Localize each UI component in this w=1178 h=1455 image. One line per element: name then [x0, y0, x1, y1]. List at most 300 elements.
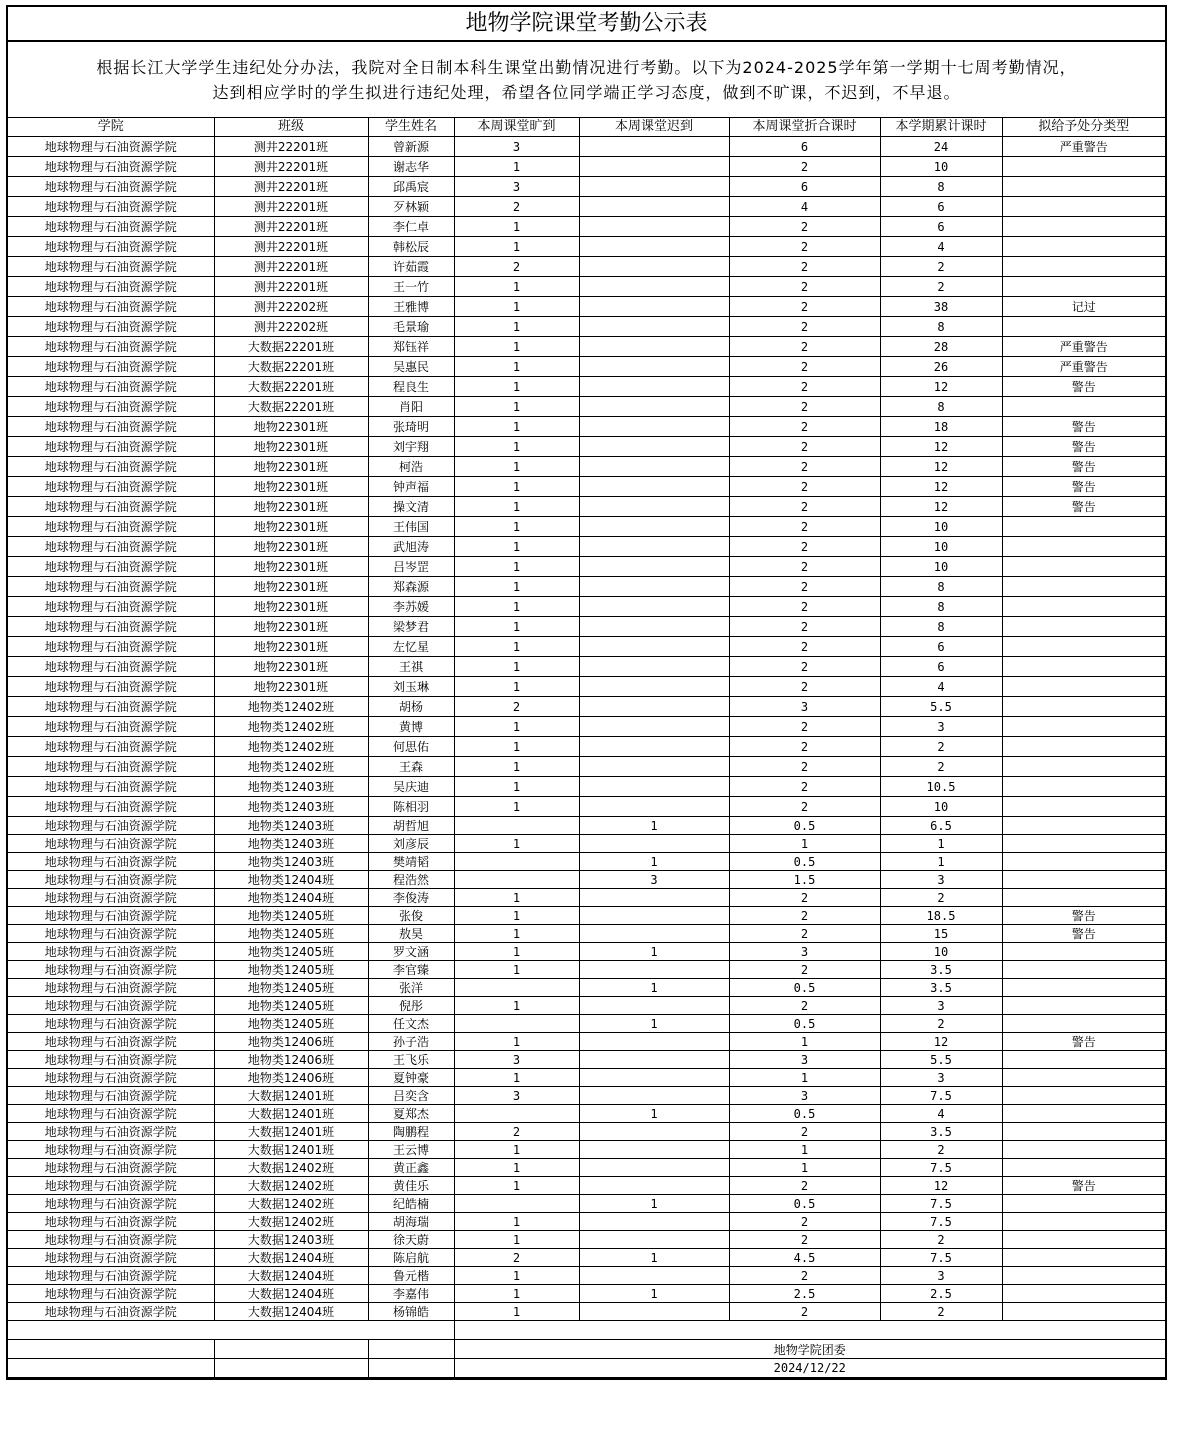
absent-cell: 1 [454, 677, 579, 697]
college-cell: 地球物理与石油资源学院 [8, 925, 214, 943]
table-row [8, 1303, 1165, 1321]
late-cell [579, 637, 729, 657]
class-cell: 地物22301班 [214, 437, 368, 457]
penalty-cell [1002, 677, 1165, 697]
student-name-cell: 李仁卓 [368, 217, 454, 237]
college-cell: 地球物理与石油资源学院 [8, 257, 214, 277]
semester-total-cell: 3 [880, 997, 1002, 1015]
equivalent-hours-cell: 0.5 [729, 853, 880, 871]
table-row [8, 835, 1165, 853]
student-name-cell: 何思佑 [368, 737, 454, 757]
semester-total-cell: 28 [880, 337, 1002, 357]
absent-cell: 1 [454, 797, 579, 817]
semester-total-cell: 2 [880, 257, 1002, 277]
late-cell [579, 1267, 729, 1285]
absent-cell: 1 [454, 457, 579, 477]
table-row [8, 907, 1165, 925]
student-name-cell: 毛景瑜 [368, 317, 454, 337]
absent-cell [454, 817, 579, 835]
college-cell: 地球物理与石油资源学院 [8, 677, 214, 697]
class-cell: 地物类12402班 [214, 737, 368, 757]
late-cell [579, 417, 729, 437]
absent-cell: 3 [454, 177, 579, 197]
class-cell: 大数据12401班 [214, 1141, 368, 1159]
college-cell: 地球物理与石油资源学院 [8, 597, 214, 617]
absent-cell: 1 [454, 337, 579, 357]
student-name-cell: 陈启航 [368, 1249, 454, 1267]
table-row [8, 943, 1165, 961]
equivalent-hours-cell: 2 [729, 677, 880, 697]
class-cell: 大数据22201班 [214, 377, 368, 397]
equivalent-hours-cell: 3 [729, 697, 880, 717]
equivalent-hours-cell: 2 [729, 577, 880, 597]
college-cell: 地球物理与石油资源学院 [8, 1285, 214, 1303]
late-cell [579, 477, 729, 497]
equivalent-hours-cell: 2 [729, 997, 880, 1015]
late-cell [579, 577, 729, 597]
late-cell: 1 [579, 853, 729, 871]
absent-cell: 2 [454, 1249, 579, 1267]
equivalent-hours-cell: 2 [729, 277, 880, 297]
college-cell: 地球物理与石油资源学院 [8, 1051, 214, 1069]
semester-total-cell: 8 [880, 177, 1002, 197]
absent-cell: 1 [454, 157, 579, 177]
class-cell: 地物22301班 [214, 517, 368, 537]
late-cell [579, 961, 729, 979]
equivalent-hours-cell: 2 [729, 717, 880, 737]
absent-cell [454, 979, 579, 997]
class-cell: 大数据12402班 [214, 1177, 368, 1195]
absent-cell: 1 [454, 537, 579, 557]
college-cell: 地球物理与石油资源学院 [8, 835, 214, 853]
student-name-cell: 左忆星 [368, 637, 454, 657]
student-name-cell: 王一竹 [368, 277, 454, 297]
late-cell [579, 835, 729, 853]
student-name-cell: 黄博 [368, 717, 454, 737]
semester-total-cell: 24 [880, 137, 1002, 157]
absent-cell: 2 [454, 697, 579, 717]
class-cell: 大数据12401班 [214, 1087, 368, 1105]
student-name-cell: 吴惠民 [368, 357, 454, 377]
penalty-cell [1002, 961, 1165, 979]
late-cell [579, 437, 729, 457]
footer-date-row [8, 1359, 1165, 1378]
equivalent-hours-cell: 2 [729, 557, 880, 577]
penalty-cell: 警告 [1002, 907, 1165, 925]
penalty-cell [1002, 1249, 1165, 1267]
college-cell: 地球物理与石油资源学院 [8, 177, 214, 197]
student-name-cell: 黄佳乐 [368, 1177, 454, 1195]
student-name-cell: 许茹霞 [368, 257, 454, 277]
penalty-cell [1002, 177, 1165, 197]
semester-total-cell: 6.5 [880, 817, 1002, 835]
table-row [8, 1231, 1165, 1249]
late-cell [579, 297, 729, 317]
penalty-cell [1002, 943, 1165, 961]
equivalent-hours-cell: 2 [729, 417, 880, 437]
semester-total-cell: 26 [880, 357, 1002, 377]
semester-total-cell: 5.5 [880, 697, 1002, 717]
semester-total-cell: 38 [880, 297, 1002, 317]
table-row [8, 677, 1165, 697]
equivalent-hours-cell: 0.5 [729, 1195, 880, 1213]
table-row [8, 317, 1165, 337]
absent-cell: 1 [454, 1177, 579, 1195]
absent-cell: 1 [454, 717, 579, 737]
absent-cell: 1 [454, 925, 579, 943]
semester-total-cell: 1 [880, 835, 1002, 853]
semester-total-cell: 7.5 [880, 1159, 1002, 1177]
student-name-cell: 操文清 [368, 497, 454, 517]
penalty-cell: 严重警告 [1002, 357, 1165, 377]
college-cell: 地球物理与石油资源学院 [8, 1141, 214, 1159]
equivalent-hours-cell: 0.5 [729, 979, 880, 997]
late-cell [579, 277, 729, 297]
equivalent-hours-cell: 2 [729, 1303, 880, 1321]
college-cell: 地球物理与石油资源学院 [8, 979, 214, 997]
equivalent-hours-cell: 0.5 [729, 817, 880, 835]
table-row [8, 1105, 1165, 1123]
student-name-cell: 夏钟豪 [368, 1069, 454, 1087]
late-cell [579, 337, 729, 357]
class-cell: 地物类12403班 [214, 817, 368, 835]
equivalent-hours-cell: 2 [729, 317, 880, 337]
student-name-cell: 柯浩 [368, 457, 454, 477]
class-cell: 大数据12402班 [214, 1195, 368, 1213]
penalty-cell [1002, 835, 1165, 853]
student-name-cell: 程浩然 [368, 871, 454, 889]
college-cell: 地球物理与石油资源学院 [8, 853, 214, 871]
late-cell [579, 357, 729, 377]
equivalent-hours-cell: 2.5 [729, 1285, 880, 1303]
college-cell: 地球物理与石油资源学院 [8, 943, 214, 961]
class-cell: 大数据12404班 [214, 1285, 368, 1303]
class-cell: 地物类12405班 [214, 961, 368, 979]
student-name-cell: 夏郑杰 [368, 1105, 454, 1123]
equivalent-hours-cell: 2 [729, 757, 880, 777]
table-row [8, 1123, 1165, 1141]
absent-cell: 1 [454, 1141, 579, 1159]
college-cell: 地球物理与石油资源学院 [8, 397, 214, 417]
class-cell: 测井22201班 [214, 137, 368, 157]
semester-total-cell: 2 [880, 757, 1002, 777]
semester-total-cell: 6 [880, 637, 1002, 657]
absent-cell [454, 1105, 579, 1123]
penalty-cell: 警告 [1002, 1033, 1165, 1051]
penalty-cell [1002, 1105, 1165, 1123]
class-cell: 测井22201班 [214, 257, 368, 277]
class-cell: 大数据12401班 [214, 1105, 368, 1123]
late-cell [579, 1159, 729, 1177]
equivalent-hours-cell: 2 [729, 617, 880, 637]
college-cell: 地球物理与石油资源学院 [8, 777, 214, 797]
penalty-cell [1002, 1087, 1165, 1105]
class-cell: 地物类12406班 [214, 1033, 368, 1051]
class-cell: 地物类12405班 [214, 1015, 368, 1033]
table-row [8, 297, 1165, 317]
table-row [8, 797, 1165, 817]
college-cell: 地球物理与石油资源学院 [8, 1267, 214, 1285]
equivalent-hours-cell: 2 [729, 1177, 880, 1195]
penalty-cell [1002, 257, 1165, 277]
footer-empty-cell [8, 1340, 214, 1359]
equivalent-hours-cell: 6 [729, 137, 880, 157]
late-cell [579, 1123, 729, 1141]
late-cell [579, 757, 729, 777]
table-row [8, 177, 1165, 197]
semester-total-cell: 4 [880, 1105, 1002, 1123]
class-cell: 地物类12405班 [214, 979, 368, 997]
class-cell: 地物22301班 [214, 417, 368, 437]
equivalent-hours-cell: 2 [729, 537, 880, 557]
absent-cell: 1 [454, 277, 579, 297]
penalty-cell: 警告 [1002, 437, 1165, 457]
student-name-cell: 肖阳 [368, 397, 454, 417]
student-name-cell: 黄正鑫 [368, 1159, 454, 1177]
equivalent-hours-cell: 1 [729, 1159, 880, 1177]
header-row [8, 118, 1165, 137]
penalty-cell [1002, 777, 1165, 797]
college-cell: 地球物理与石油资源学院 [8, 1069, 214, 1087]
penalty-cell [1002, 817, 1165, 835]
student-name-cell: 歹林颖 [368, 197, 454, 217]
table-row [8, 437, 1165, 457]
student-name-cell: 王伟国 [368, 517, 454, 537]
sheet-title: 地物学院课堂考勤公示表 [8, 7, 1165, 42]
semester-total-cell: 10 [880, 557, 1002, 577]
absent-cell: 1 [454, 777, 579, 797]
student-name-cell: 倪彤 [368, 997, 454, 1015]
college-cell: 地球物理与石油资源学院 [8, 1159, 214, 1177]
semester-total-cell: 7.5 [880, 1087, 1002, 1105]
table-row [8, 657, 1165, 677]
penalty-cell [1002, 397, 1165, 417]
late-cell [579, 377, 729, 397]
class-cell: 测井22201班 [214, 217, 368, 237]
class-cell: 大数据12401班 [214, 1123, 368, 1141]
absent-cell: 1 [454, 417, 579, 437]
absent-cell: 1 [454, 943, 579, 961]
table-row [8, 717, 1165, 737]
semester-total-cell: 7.5 [880, 1213, 1002, 1231]
class-cell: 测井22201班 [214, 157, 368, 177]
table-row [8, 1267, 1165, 1285]
college-cell: 地球物理与石油资源学院 [8, 637, 214, 657]
semester-total-cell: 10 [880, 517, 1002, 537]
table-row [8, 1249, 1165, 1267]
college-cell: 地球物理与石油资源学院 [8, 697, 214, 717]
student-name-cell: 王云博 [368, 1141, 454, 1159]
equivalent-hours-cell: 2 [729, 1213, 880, 1231]
class-cell: 地物类12402班 [214, 757, 368, 777]
table-row [8, 237, 1165, 257]
late-cell [579, 497, 729, 517]
penalty-cell: 警告 [1002, 1177, 1165, 1195]
absent-cell: 3 [454, 1087, 579, 1105]
attendance-table [8, 118, 1165, 1378]
equivalent-hours-cell: 2 [729, 737, 880, 757]
col-header-absent: 本周课堂旷到 [454, 118, 579, 137]
student-name-cell: 吴庆迪 [368, 777, 454, 797]
penalty-cell: 严重警告 [1002, 337, 1165, 357]
footer-empty-cell [214, 1340, 368, 1359]
college-cell: 地球物理与石油资源学院 [8, 737, 214, 757]
college-cell: 地球物理与石油资源学院 [8, 537, 214, 557]
table-row [8, 1285, 1165, 1303]
semester-total-cell: 2 [880, 277, 1002, 297]
late-cell [579, 925, 729, 943]
table-row [8, 397, 1165, 417]
class-cell: 大数据22201班 [214, 357, 368, 377]
table-row [8, 1213, 1165, 1231]
student-name-cell: 郑森源 [368, 577, 454, 597]
student-name-cell: 郑钰祥 [368, 337, 454, 357]
equivalent-hours-cell: 2 [729, 889, 880, 907]
late-cell [579, 907, 729, 925]
absent-cell: 1 [454, 835, 579, 853]
class-cell: 测井22201班 [214, 237, 368, 257]
equivalent-hours-cell: 1 [729, 1033, 880, 1051]
attendance-sheet [6, 5, 1167, 1380]
equivalent-hours-cell: 2 [729, 1231, 880, 1249]
class-cell: 地物类12404班 [214, 871, 368, 889]
class-cell: 大数据12402班 [214, 1213, 368, 1231]
equivalent-hours-cell: 2 [729, 377, 880, 397]
student-name-cell: 纪皓楠 [368, 1195, 454, 1213]
equivalent-hours-cell: 3 [729, 1051, 880, 1069]
equivalent-hours-cell: 1.5 [729, 871, 880, 889]
absent-cell: 1 [454, 1285, 579, 1303]
absent-cell [454, 1195, 579, 1213]
table-row [8, 817, 1165, 835]
semester-total-cell: 8 [880, 317, 1002, 337]
absent-cell: 1 [454, 397, 579, 417]
col-header-equivalent-hours: 本周课堂折合课时 [729, 118, 880, 137]
class-cell: 地物22301班 [214, 677, 368, 697]
penalty-cell: 记过 [1002, 297, 1165, 317]
student-name-cell: 陈相羽 [368, 797, 454, 817]
table-row [8, 557, 1165, 577]
class-cell: 地物22301班 [214, 657, 368, 677]
class-cell: 地物类12405班 [214, 925, 368, 943]
penalty-cell: 警告 [1002, 477, 1165, 497]
class-cell: 大数据22201班 [214, 397, 368, 417]
class-cell: 地物类12403班 [214, 853, 368, 871]
college-cell: 地球物理与石油资源学院 [8, 357, 214, 377]
equivalent-hours-cell: 2 [729, 1123, 880, 1141]
student-name-cell: 徐天蔚 [368, 1231, 454, 1249]
table-row [8, 853, 1165, 871]
absent-cell: 1 [454, 297, 579, 317]
semester-total-cell: 3 [880, 717, 1002, 737]
table-row [8, 1141, 1165, 1159]
absent-cell: 1 [454, 437, 579, 457]
class-cell: 大数据12404班 [214, 1267, 368, 1285]
semester-total-cell: 8 [880, 397, 1002, 417]
penalty-cell [1002, 1213, 1165, 1231]
absent-cell: 1 [454, 637, 579, 657]
absent-cell: 3 [454, 137, 579, 157]
table-row [8, 137, 1165, 157]
college-cell: 地球物理与石油资源学院 [8, 337, 214, 357]
late-cell [579, 697, 729, 717]
penalty-cell [1002, 757, 1165, 777]
college-cell: 地球物理与石油资源学院 [8, 757, 214, 777]
class-cell: 地物22301班 [214, 537, 368, 557]
late-cell [579, 157, 729, 177]
absent-cell: 1 [454, 1231, 579, 1249]
col-header-late: 本周课堂迟到 [579, 118, 729, 137]
class-cell: 测井22202班 [214, 297, 368, 317]
semester-total-cell: 2 [880, 1141, 1002, 1159]
col-header-semester-total: 本学期累计课时 [880, 118, 1002, 137]
college-cell: 地球物理与石油资源学院 [8, 317, 214, 337]
equivalent-hours-cell: 2 [729, 1267, 880, 1285]
semester-total-cell: 5.5 [880, 1051, 1002, 1069]
class-cell: 测井22201班 [214, 197, 368, 217]
class-cell: 测井22202班 [214, 317, 368, 337]
penalty-cell: 严重警告 [1002, 137, 1165, 157]
semester-total-cell: 4 [880, 677, 1002, 697]
semester-total-cell: 3 [880, 871, 1002, 889]
college-cell: 地球物理与石油资源学院 [8, 1249, 214, 1267]
col-header-penalty: 拟给予处分类型 [1002, 118, 1165, 137]
absent-cell [454, 871, 579, 889]
equivalent-hours-cell: 3 [729, 943, 880, 961]
absent-cell: 1 [454, 961, 579, 979]
equivalent-hours-cell: 3 [729, 1087, 880, 1105]
table-row [8, 477, 1165, 497]
student-name-cell: 张洋 [368, 979, 454, 997]
late-cell [579, 677, 729, 697]
equivalent-hours-cell: 0.5 [729, 1015, 880, 1033]
absent-cell: 1 [454, 597, 579, 617]
equivalent-hours-cell: 2 [729, 217, 880, 237]
equivalent-hours-cell: 2 [729, 925, 880, 943]
college-cell: 地球物理与石油资源学院 [8, 1123, 214, 1141]
table-row [8, 457, 1165, 477]
college-cell: 地球物理与石油资源学院 [8, 457, 214, 477]
footer-empty-cell [368, 1340, 454, 1359]
college-cell: 地球物理与石油资源学院 [8, 871, 214, 889]
student-name-cell: 李苏媛 [368, 597, 454, 617]
late-cell: 1 [579, 943, 729, 961]
table-row [8, 277, 1165, 297]
late-cell [579, 617, 729, 637]
semester-total-cell: 6 [880, 217, 1002, 237]
college-cell: 地球物理与石油资源学院 [8, 297, 214, 317]
table-row [8, 1015, 1165, 1033]
table-row [8, 537, 1165, 557]
student-name-cell: 张琦明 [368, 417, 454, 437]
class-cell: 地物22301班 [214, 577, 368, 597]
table-row [8, 577, 1165, 597]
absent-cell: 1 [454, 497, 579, 517]
class-cell: 地物类12406班 [214, 1069, 368, 1087]
penalty-cell [1002, 537, 1165, 557]
penalty-cell [1002, 1141, 1165, 1159]
penalty-cell [1002, 197, 1165, 217]
college-cell: 地球物理与石油资源学院 [8, 1231, 214, 1249]
penalty-cell [1002, 577, 1165, 597]
equivalent-hours-cell: 2 [729, 437, 880, 457]
semester-total-cell: 18.5 [880, 907, 1002, 925]
absent-cell [454, 1015, 579, 1033]
student-name-cell: 刘宇翔 [368, 437, 454, 457]
class-cell: 大数据12404班 [214, 1249, 368, 1267]
late-cell: 1 [579, 1195, 729, 1213]
penalty-cell [1002, 277, 1165, 297]
